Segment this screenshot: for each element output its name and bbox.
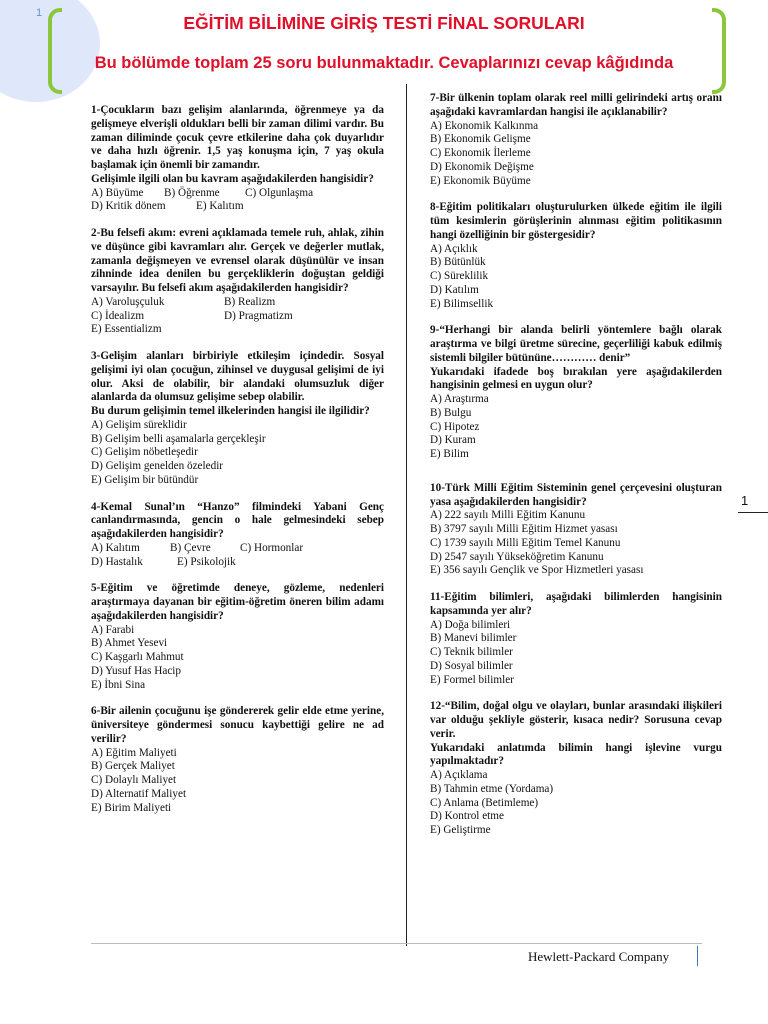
question-11 <box>430 591 722 687</box>
option-e: E) Formel bilimler <box>430 673 514 686</box>
option-row <box>91 187 384 201</box>
option-a: A) Kalıtım <box>91 541 140 554</box>
question-1 <box>91 104 384 214</box>
option-e: E) Psikolojik <box>177 555 236 568</box>
option-a: A) Gelişim süreklidir <box>91 418 187 431</box>
page-title: EĞİTİM BİLİMİNE GİRİŞ TESTİ FİNAL SORULARI <box>183 13 585 33</box>
option-d: D) Alternatif Maliyet <box>91 787 187 800</box>
question-8 <box>430 201 722 311</box>
option-e: E) Bilimsellik <box>430 297 494 310</box>
option-e: E) İbni Sina <box>91 678 146 691</box>
option-list <box>430 120 722 189</box>
question-prompt: Gelişimle ilgili olan bu kavram aşağıdakilerden hangisidir? <box>91 172 374 185</box>
option-c: C) Teknik bilimler <box>430 646 513 658</box>
option-a: A) Varoluşçuluk <box>91 295 165 308</box>
question-stem: 12-“Bilim, doğal olgu ve olayları, bunlar arasındaki ilişkileri var olduğu şekliyle gösterir, kısaca nedir? Sorusuna cevap verir. <box>430 700 722 740</box>
column-divider <box>406 84 407 946</box>
option-d: D) Katılım <box>430 283 479 296</box>
option-b: B) Bütünlük <box>430 256 486 269</box>
option-list <box>91 419 384 488</box>
question-stem: 7-Bir ülkenin toplam olarak reel milli gelirindeki artış oranı aşağıdaki kavramlardan hangisi ile açıklanabilir? <box>430 92 722 118</box>
option-d: D) Gelişim genelden özeledir <box>91 460 224 472</box>
side-page-line <box>738 512 768 513</box>
option-b: B) 3797 sayılı Milli Eğitim Hizmet yasası <box>430 523 618 535</box>
question-6 <box>91 705 384 815</box>
question-stem: 10-Türk Milli Eğitim Sisteminin genel çerçevesini oluşturan yasa aşağıdakilerden hangisidir? <box>430 481 722 508</box>
option-c: C) Gelişim nöbetleşedir <box>91 446 198 459</box>
option-b: B) Gerçek Maliyet <box>91 760 175 773</box>
question-prompt: Bu durum gelişimin temel ilkelerinden hangisi ile ilgilidir? <box>91 405 370 417</box>
question-stem: 9-“Herhangi bir alanda belirli yöntemlere bağlı olarak araştırma ve bilgi üretme sürecine, geçerliliği kabuk edilmiş sistemli bilgiler bütününe………… denir” <box>430 324 722 364</box>
option-d: D) Ekonomik Değişme <box>430 160 534 173</box>
option-c: C) Hipotez <box>430 420 480 433</box>
question-stem: 6-Bir ailenin çocuğunu işe göndererek gelir elde etme yerine, üniversiteye göndermesi sonucu kaybettiği gelire ne ad verilir? <box>91 705 384 745</box>
option-b: B) Öğrenme <box>164 186 220 199</box>
question-2 <box>91 227 384 337</box>
option-d: D) 2547 sayılı Yükseköğretim Kanunu <box>430 550 604 563</box>
question-stem: 2-Bu felsefi akım: evreni açıklamada temele ruh, ahlak, zihin ve düşünce gibi kavramları alır. Gerçek ve değerler mutlak, zamanla değişmeyen ve evrensel olarak düşünülür ve insan zihninde idea denilen bu gerçekliklerin doğuştan geldiği varsayılır. Bu felsefi akım aşağıdakilerden hangisidir? <box>91 227 384 294</box>
question-7 <box>430 92 722 188</box>
option-d: D) Yusuf Has Hacip <box>91 664 181 677</box>
question-prompt: Yukarıdaki ifadede boş bırakılan yere aşağıdakilerden hangisinin gelmesi en uygun olur? <box>430 365 722 392</box>
option-e: E) Birim Maliyeti <box>91 801 172 814</box>
footer-company: Hewlett-Packard Company <box>528 949 670 964</box>
option-d: D) Kontrol etme <box>430 810 504 823</box>
option-c: C) 1739 sayılı Milli Eğitim Temel Kanunu <box>430 536 621 549</box>
question-stem: 8-Eğitim politikaları oluşturulurken ülkede eğitim ile ilgili tüm kesimlerin görüşlerinin alınması eğitim politikasının hangi özelliğinin bir göstergesidir? <box>430 201 722 241</box>
option-c: C) Hormonlar <box>240 541 304 554</box>
question-prompt: Yukarıdaki anlatımda bilimin hangi işlevine vurgu yapılmaktadır? <box>430 741 722 768</box>
option-d: D) Kritik dönem <box>91 200 166 213</box>
option-a: A) Ekonomik Kalkınma <box>430 119 539 132</box>
option-c: C) Dolaylı Maliyet <box>91 774 177 786</box>
option-e: E) 356 sayılı Gençlik ve Spor Hizmetleri yasası <box>430 564 644 577</box>
option-list <box>91 624 384 693</box>
option-a: A) Doğa bilimleri <box>430 618 511 631</box>
question-3 <box>91 350 384 488</box>
page-subtitle: Bu bölümde toplam 25 soru bulunmaktadır. Cevaplarınızı cevap kâğıdında <box>94 54 674 72</box>
option-c: C) Kaşgarlı Mahmut <box>91 651 184 663</box>
option-row <box>91 200 384 214</box>
side-page-number: 1 <box>741 493 749 508</box>
option-c: C) Ekonomik İlerleme <box>430 147 531 159</box>
option-list <box>430 769 722 838</box>
option-b: B) Çevre <box>170 541 211 554</box>
option-list <box>430 619 722 688</box>
question-4 <box>91 501 384 570</box>
option-a: A) Açıklama <box>430 769 488 781</box>
option-d: D) Kuram <box>430 434 476 447</box>
question-stem: 1-Çocukların bazı gelişim alanlarında, öğrenmeye ya da gelişmeye elverişli oldukları belli bir zaman dilimi vardır. Bu zaman diliminde çocuk çevre etkilerine daha çok duyarlıdır ve daha hızlı öğrenir. 1,5 yaş konuşma için, 7 yaş okula başlamak için önemli bir zamandır. <box>91 104 384 171</box>
question-stem: 11-Eğitim bilimleri, aşağıdaki bilimlerden hangisinin kapsamında yer alır? <box>430 591 722 617</box>
question-stem: 3-Gelişim alanları birbiriyle etkileşim içindedir. Sosyal gelişimi iyi olan çocuğun, zihinsel ve duygusal gelişimi de iyi olur. Aksi de olabilir, bir alandaki olumsuzluk diğer alanlarda da olumsuz gelişime sebep olabilir. <box>91 350 384 404</box>
option-d: D) Sosyal bilimler <box>430 659 513 672</box>
option-a: A) Açıklık <box>430 242 478 255</box>
option-a: A) Büyüme <box>91 186 144 199</box>
option-e: E) Essentializm <box>91 323 162 336</box>
corner-page-number: 1 <box>36 7 43 19</box>
question-10 <box>430 482 722 578</box>
question-9 <box>430 324 722 462</box>
option-e: E) Gelişim bir bütündür <box>91 473 199 486</box>
option-row <box>91 310 384 324</box>
option-b: B) Bulgu <box>430 406 472 419</box>
option-b: B) Realizm <box>224 295 276 308</box>
option-a: A) Farabi <box>91 623 135 636</box>
question-12 <box>430 700 722 838</box>
option-d: D) Pragmatizm <box>224 309 293 322</box>
option-c: C) Süreklilik <box>430 270 489 282</box>
option-row <box>91 542 384 556</box>
right-column <box>430 92 722 851</box>
option-b: B) Manevi bilimler <box>430 632 517 645</box>
option-d: D) Hastalık <box>91 555 143 568</box>
left-column <box>91 104 384 828</box>
option-e: E) Geliştirme <box>430 824 491 836</box>
option-list <box>430 393 722 462</box>
question-stem: 5-Eğitim ve öğretimde deneye, gözleme, nedenleri araştırmaya dayanan bir eğitim-öğretim öneren bilim adamı aşağıdakilerden hangisidir? <box>91 582 384 622</box>
question-stem: 4-Kemal Sunal’ın “Hanzo” filmindeki Yabani Genç canlandırmasında, gencin o hale gelmesindeki sebep aşağıdakilerden hangisidir? <box>91 500 384 540</box>
option-b: B) Ekonomik Gelişme <box>430 133 531 146</box>
option-a: A) 222 sayılı Milli Eğitim Kanunu <box>430 509 586 522</box>
option-row <box>91 556 384 570</box>
option-list <box>430 243 722 312</box>
question-5 <box>91 582 384 692</box>
option-c: C) Anlama (Betimleme) <box>430 796 539 809</box>
option-a: A) Araştırma <box>430 393 489 405</box>
option-e: E) Kalıtım <box>196 200 244 213</box>
option-c: C) İdealizm <box>91 309 145 322</box>
option-row <box>91 323 384 337</box>
footer-bar <box>697 946 698 966</box>
option-b: B) Tahmin etme (Yordama) <box>430 782 554 795</box>
option-b: B) Ahmet Yesevi <box>91 637 168 650</box>
option-list <box>430 509 722 578</box>
option-row <box>91 296 384 310</box>
option-a: A) Eğitim Maliyeti <box>91 746 177 759</box>
option-e: E) Ekonomik Büyüme <box>430 174 531 187</box>
option-list <box>91 747 384 816</box>
option-c: C) Olgunlaşma <box>245 186 314 199</box>
footer-divider <box>91 943 702 944</box>
option-e: E) Bilim <box>430 448 469 460</box>
option-b: B) Gelişim belli aşamalarla gerçekleşir <box>91 432 266 445</box>
